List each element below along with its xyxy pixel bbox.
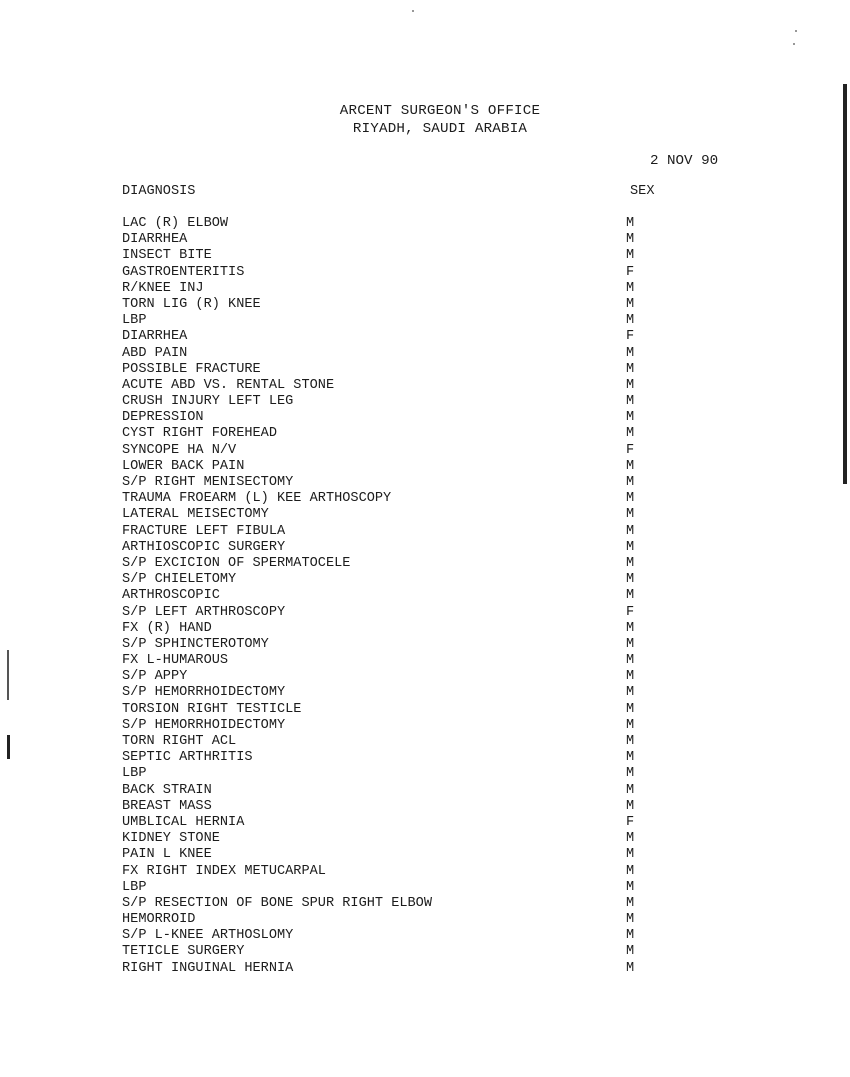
- diagnosis-cell: LBP: [122, 313, 147, 329]
- table-row: [0, 702, 850, 718]
- diagnosis-cell: ACUTE ABD VS. RENTAL STONE: [122, 377, 335, 393]
- diagnosis-cell: FRACTURE LEFT FIBULA: [122, 523, 286, 539]
- sex-cell: M: [626, 426, 635, 442]
- sex-cell: M: [626, 296, 635, 312]
- diagnosis-cell: DEPRESSION: [122, 410, 204, 426]
- table-row: [0, 475, 850, 491]
- scan-speck: [412, 10, 414, 12]
- diagnosis-cell: SEPTIC ARTHRITIS: [122, 750, 253, 766]
- table-row: [0, 653, 850, 669]
- diagnosis-cell: FX L-HUMAROUS: [122, 653, 229, 669]
- table-row: [0, 718, 850, 734]
- document-header: [0, 102, 850, 138]
- table-row: [0, 669, 850, 685]
- diagnosis-cell: LBP: [122, 766, 147, 782]
- table-row: [0, 313, 850, 329]
- diagnosis-cell: FX RIGHT INDEX METUCARPAL: [122, 863, 326, 879]
- scan-edge-shadow: [843, 84, 847, 484]
- sex-column-header: SEX: [630, 184, 655, 199]
- table-row: [0, 766, 850, 782]
- table-row: [0, 928, 850, 944]
- diagnosis-cell: CRUSH INJURY LEFT LEG: [122, 394, 294, 410]
- diagnosis-cell: TORN LIG (R) KNEE: [122, 296, 261, 312]
- diagnosis-column-header: DIAGNOSIS: [122, 184, 196, 199]
- sex-cell: M: [626, 232, 635, 248]
- sex-cell: M: [626, 669, 635, 685]
- table-row: [0, 216, 850, 232]
- diagnosis-cell: S/P RIGHT MENISECTOMY: [122, 475, 294, 490]
- sex-cell: F: [626, 329, 635, 345]
- diagnosis-cell: HEMORROID: [122, 912, 196, 928]
- diagnosis-list: [0, 216, 850, 977]
- diagnosis-cell: S/P RESECTION OF BONE SPUR RIGHT ELBOW: [122, 895, 432, 911]
- table-row: [0, 961, 850, 977]
- diagnosis-cell: S/P SPHINCTEROTOMY: [122, 636, 269, 652]
- table-row: [0, 864, 850, 880]
- sex-cell: M: [626, 394, 635, 410]
- sex-cell: M: [626, 928, 635, 944]
- diagnosis-cell: S/P L-KNEE ARTHOSLOMY: [122, 928, 294, 944]
- sex-cell: M: [626, 685, 635, 701]
- sex-cell: M: [626, 458, 635, 474]
- table-row: [0, 556, 850, 572]
- diagnosis-cell: DIARRHEA: [122, 329, 188, 345]
- table-row: [0, 750, 850, 766]
- table-row: [0, 362, 850, 378]
- table-row: [0, 831, 850, 847]
- diagnosis-cell: S/P LEFT ARTHROSCOPY: [122, 604, 286, 620]
- office-title: ARCENT SURGEON'S OFFICE: [339, 103, 541, 119]
- sex-cell: M: [626, 572, 635, 588]
- sex-cell: M: [626, 734, 635, 749]
- diagnosis-cell: S/P EXCICION OF SPERMATOCELE: [122, 555, 351, 571]
- sex-cell: M: [626, 879, 635, 895]
- diagnosis-cell: KIDNEY STONE: [122, 831, 220, 847]
- table-row: [0, 572, 850, 588]
- diagnosis-cell: ABD PAIN: [122, 345, 188, 361]
- scan-edge-mark: [7, 735, 10, 759]
- table-row: [0, 799, 850, 815]
- diagnosis-cell: S/P HEMORRHOIDECTOMY: [122, 717, 286, 733]
- sex-cell: F: [626, 604, 635, 620]
- diagnosis-cell: POSSIBLE FRACTURE: [122, 361, 261, 377]
- sex-cell: M: [626, 944, 635, 960]
- table-row: [0, 248, 850, 264]
- table-row: [0, 605, 850, 621]
- table-row: [0, 621, 850, 637]
- table-row: [0, 297, 850, 313]
- diagnosis-cell: ARTHROSCOPIC: [122, 588, 220, 604]
- table-row: [0, 880, 850, 896]
- table-row: [0, 637, 850, 653]
- diagnosis-cell: SYNCOPE HA N/V: [122, 442, 237, 458]
- table-row: [0, 329, 850, 345]
- diagnosis-cell: BREAST MASS: [122, 798, 212, 814]
- table-row: [0, 491, 850, 507]
- sex-cell: M: [626, 377, 635, 393]
- document-date: 2 NOV 90: [650, 153, 719, 169]
- sex-cell: M: [626, 313, 635, 329]
- table-row: [0, 524, 850, 540]
- sex-cell: M: [626, 523, 635, 539]
- diagnosis-cell: BACK STRAIN: [122, 782, 212, 798]
- table-row: [0, 685, 850, 701]
- table-row: [0, 232, 850, 248]
- sex-cell: M: [626, 216, 635, 231]
- diagnosis-cell: TORN RIGHT ACL: [122, 734, 237, 749]
- sex-cell: M: [626, 701, 635, 717]
- diagnosis-cell: CYST RIGHT FOREHEAD: [122, 426, 277, 442]
- table-row: [0, 378, 850, 394]
- sex-cell: F: [626, 264, 635, 280]
- diagnosis-cell: GASTROENTERITIS: [122, 264, 245, 280]
- scan-speck: [793, 43, 795, 45]
- diagnosis-cell: ARTHIOSCOPIC SURGERY: [122, 539, 286, 555]
- sex-cell: M: [626, 361, 635, 377]
- diagnosis-cell: TETICLE SURGERY: [122, 944, 245, 960]
- sex-cell: M: [626, 831, 635, 847]
- sex-cell: M: [626, 895, 635, 911]
- sex-cell: M: [626, 766, 635, 782]
- diagnosis-cell: RIGHT INGUINAL HERNIA: [122, 960, 294, 976]
- office-location: RIYADH, SAUDI ARABIA: [352, 121, 528, 137]
- sex-cell: M: [626, 782, 635, 798]
- sex-cell: M: [626, 410, 635, 426]
- table-row: [0, 507, 850, 523]
- diagnosis-cell: UMBLICAL HERNIA: [122, 814, 245, 830]
- scan-edge-mark: [7, 650, 9, 700]
- sex-cell: F: [626, 442, 635, 458]
- table-row: [0, 346, 850, 362]
- table-row: [0, 847, 850, 863]
- sex-cell: M: [626, 507, 635, 523]
- sex-cell: M: [626, 475, 635, 490]
- diagnosis-cell: TORSION RIGHT TESTICLE: [122, 701, 302, 717]
- table-row: [0, 394, 850, 410]
- sex-cell: M: [626, 345, 635, 361]
- diagnosis-cell: INSECT BITE: [122, 248, 212, 264]
- table-row: [0, 265, 850, 281]
- sex-cell: M: [626, 248, 635, 264]
- sex-cell: M: [626, 620, 635, 636]
- table-row: [0, 944, 850, 960]
- table-row: [0, 783, 850, 799]
- diagnosis-cell: S/P APPY: [122, 669, 188, 685]
- sex-cell: M: [626, 280, 635, 296]
- table-row: [0, 912, 850, 928]
- sex-cell: M: [626, 750, 635, 766]
- diagnosis-cell: S/P CHIELETOMY: [122, 572, 237, 588]
- sex-cell: M: [626, 491, 635, 507]
- diagnosis-cell: LAC (R) ELBOW: [122, 216, 229, 231]
- table-row: [0, 540, 850, 556]
- sex-cell: M: [626, 539, 635, 555]
- sex-cell: F: [626, 814, 635, 830]
- sex-cell: M: [626, 960, 635, 976]
- diagnosis-cell: LOWER BACK PAIN: [122, 458, 245, 474]
- table-row: [0, 410, 850, 426]
- sex-cell: M: [626, 653, 635, 669]
- scan-speck: [795, 30, 797, 32]
- table-row: [0, 443, 850, 459]
- sex-cell: M: [626, 717, 635, 733]
- sex-cell: M: [626, 636, 635, 652]
- sex-cell: M: [626, 847, 635, 863]
- table-row: [0, 734, 850, 750]
- table-row: [0, 588, 850, 604]
- sex-cell: M: [626, 863, 635, 879]
- sex-cell: M: [626, 588, 635, 604]
- sex-cell: M: [626, 912, 635, 928]
- table-row: [0, 896, 850, 912]
- table-row: [0, 281, 850, 297]
- diagnosis-cell: R/KNEE INJ: [122, 280, 204, 296]
- table-row: [0, 815, 850, 831]
- diagnosis-cell: FX (R) HAND: [122, 620, 212, 636]
- diagnosis-cell: LBP: [122, 879, 147, 895]
- sex-cell: M: [626, 555, 635, 571]
- diagnosis-cell: S/P HEMORRHOIDECTOMY: [122, 685, 286, 701]
- diagnosis-cell: PAIN L KNEE: [122, 847, 212, 863]
- diagnosis-cell: LATERAL MEISECTOMY: [122, 507, 269, 523]
- table-row: [0, 426, 850, 442]
- diagnosis-cell: DIARRHEA: [122, 232, 188, 248]
- table-row: [0, 459, 850, 475]
- diagnosis-cell: TRAUMA FROEARM (L) KEE ARTHOSCOPY: [122, 491, 392, 507]
- sex-cell: M: [626, 798, 635, 814]
